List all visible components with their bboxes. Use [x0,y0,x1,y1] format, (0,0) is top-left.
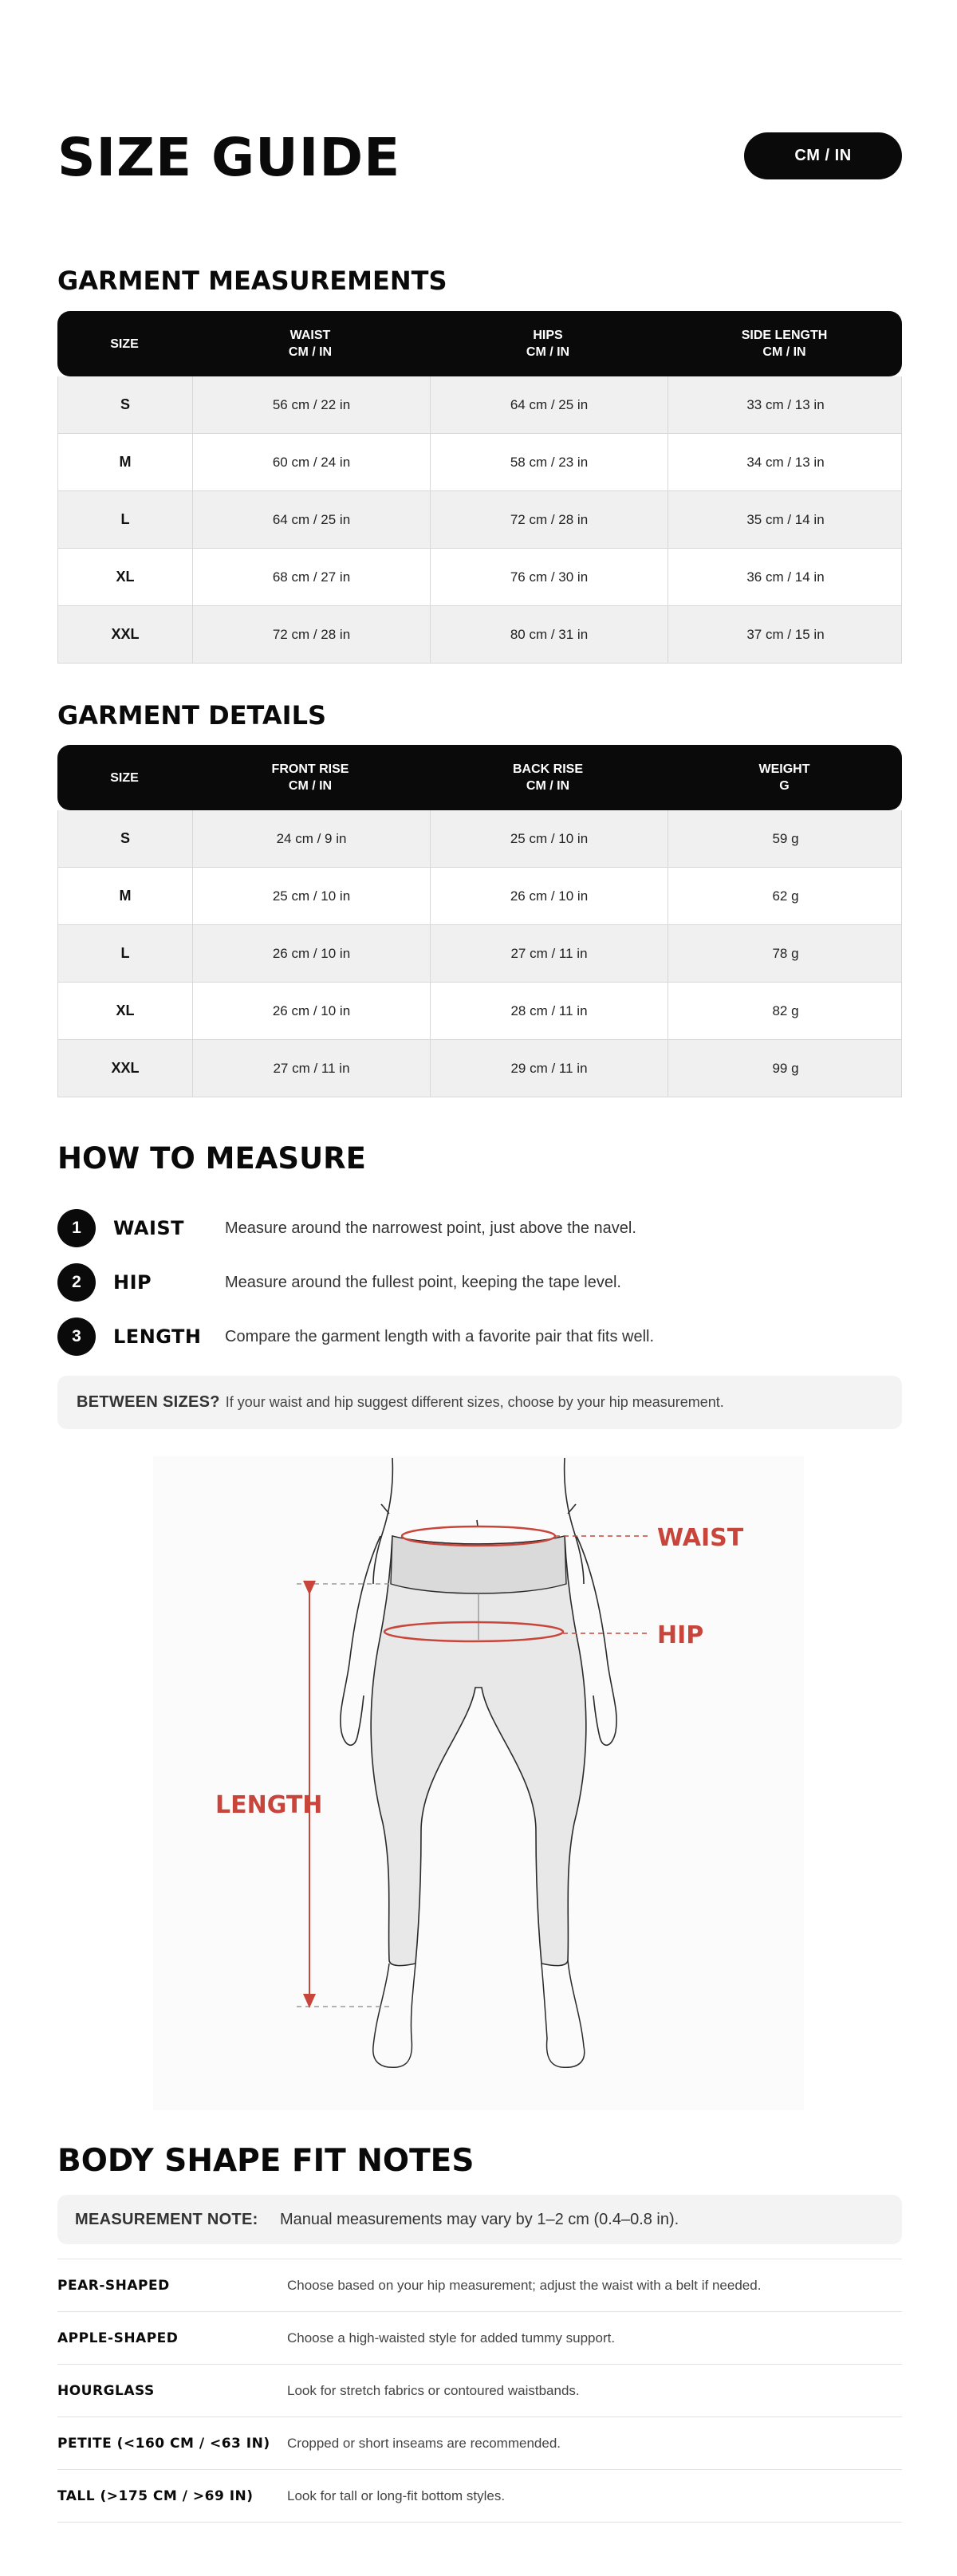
size-cell: S [120,830,130,846]
column-header: FRONT RISE CM / IN [271,762,349,793]
table-cell: 33 cm / 13 in [668,376,903,433]
table-cell: 27 cm / 11 in [430,925,668,982]
note-label: MEASUREMENT NOTE: [75,2210,258,2228]
step-description: Measure around the fullest point, keeping the tape level. [225,1273,621,1291]
list-item [57,2365,902,2417]
garment-details-table [57,745,902,1097]
size-cell: XL [116,569,135,585]
step-description: Compare the garment length with a favorite pair that fits well. [225,1327,655,1345]
garment-measurements-table [57,311,902,664]
body-shape-title: BODY SHAPE FIT NOTES [57,2143,475,2179]
step-number-badge: 3 [57,1318,96,1356]
table-cell: 78 g [668,925,903,982]
list-item [57,2259,902,2312]
fit-label: HOURGLASS [57,2382,155,2399]
table-cell: 68 cm / 27 in [192,549,430,605]
fit-label: PEAR-SHAPED [57,2277,170,2294]
fit-text: Choose based on your hip measurement; adjust the waist with a belt if needed. [287,2277,762,2293]
size-cell: S [120,396,130,412]
garment-details-title: GARMENT DETAILS [57,700,326,731]
table-cell: 27 cm / 11 in [192,1040,430,1097]
size-cell: XXL [111,1060,140,1076]
length-label: LENGTH [215,1791,323,1819]
step-length [57,1310,902,1364]
table-cell: 56 cm / 22 in [192,376,430,433]
table-cell: 34 cm / 13 in [668,434,903,490]
table-cell: 58 cm / 23 in [430,434,668,490]
column-header: SIZE [110,770,139,785]
column-header: HIPS CM / IN [526,329,570,359]
fit-label: PETITE (<160 CM / <63 IN) [57,2435,270,2452]
table-cell: 80 cm / 31 in [430,606,668,663]
size-cell: L [120,945,130,961]
column-header: BACK RISE CM / IN [512,762,583,793]
table-cell: 72 cm / 28 in [192,606,430,663]
table-cell: 64 cm / 25 in [430,376,668,433]
table-row [58,1040,901,1097]
table-row [58,491,901,549]
step-number-badge: 1 [57,1209,96,1247]
table-cell: 64 cm / 25 in [192,491,430,548]
callout-label: BETWEEN SIZES? [77,1393,220,1411]
step-name: WAIST [113,1217,185,1239]
measurement-note [57,2195,902,2244]
table-cell: 59 g [668,810,903,867]
step-number-badge: 2 [57,1263,96,1302]
size-cell: M [119,888,132,904]
table-cell: 82 g [668,983,903,1039]
measure-steps [57,1201,902,1364]
list-item [57,2417,902,2470]
list-item [57,2470,902,2523]
table-row [58,549,901,606]
table-cell: 36 cm / 14 in [668,549,903,605]
fit-text: Cropped or short inseams are recommended. [287,2435,561,2451]
how-to-measure-title: HOW TO MEASURE [57,1141,366,1176]
between-sizes-callout [57,1376,902,1429]
table-header [57,745,902,810]
table-cell: 35 cm / 14 in [668,491,903,548]
table-row [58,983,901,1040]
fit-label: TALL (>175 CM / >69 IN) [57,2487,254,2504]
fit-notes-list [57,2259,902,2523]
table-cell: 28 cm / 11 in [430,983,668,1039]
table-cell: 26 cm / 10 in [430,868,668,924]
note-text: Manual measurements may vary by 1–2 cm (0.4–0.8 in). [280,2210,679,2228]
hip-label: HIP [657,1621,704,1649]
column-header: SIDE LENGTH CM / IN [741,329,828,359]
table-cell: 37 cm / 15 in [668,606,903,663]
step-description: Measure around the narrowest point, just above the navel. [225,1219,636,1237]
garment-measurements-title: GARMENT MEASUREMENTS [57,266,447,296]
table-row [58,434,901,491]
callout-text: If your waist and hip suggest different sizes, choose by your hip measurement. [225,1394,724,1410]
table-row [58,925,901,983]
table-row [58,810,901,868]
column-header: WEIGHT G [758,762,810,793]
table-cell: 25 cm / 10 in [430,810,668,867]
step-name: LENGTH [113,1325,202,1348]
table-cell: 26 cm / 10 in [192,983,430,1039]
table-row [58,376,901,434]
table-row [58,606,901,664]
unit-toggle-button[interactable]: CM / IN [744,132,902,179]
size-cell: XXL [111,626,140,642]
fit-text: Look for stretch fabrics or contoured waistbands. [287,2382,580,2398]
table-cell: 26 cm / 10 in [192,925,430,982]
step-name: HIP [113,1271,152,1294]
table-cell: 62 g [668,868,903,924]
page-title: SIZE GUIDE [57,127,401,188]
column-header: WAIST CM / IN [288,329,333,359]
step-hip [57,1255,902,1310]
size-cell: XL [116,1002,135,1018]
table-cell: 76 cm / 30 in [430,549,668,605]
size-cell: M [119,454,132,470]
measurement-illustration [153,1456,804,2110]
fit-label: APPLE-SHAPED [57,2330,179,2346]
table-cell: 99 g [668,1040,903,1097]
table-cell: 29 cm / 11 in [430,1040,668,1097]
step-waist [57,1201,902,1255]
table-row [58,868,901,925]
column-header: SIZE [110,337,139,351]
waist-label: WAIST [657,1524,744,1552]
size-cell: L [120,511,130,527]
list-item [57,2312,902,2365]
fit-text: Choose a high-waisted style for added tummy support. [287,2330,616,2346]
table-cell: 25 cm / 10 in [192,868,430,924]
fit-text: Look for tall or long-fit bottom styles. [287,2487,506,2503]
table-cell: 24 cm / 9 in [192,810,430,867]
table-cell: 60 cm / 24 in [192,434,430,490]
table-header [57,311,902,376]
table-cell: 72 cm / 28 in [430,491,668,548]
